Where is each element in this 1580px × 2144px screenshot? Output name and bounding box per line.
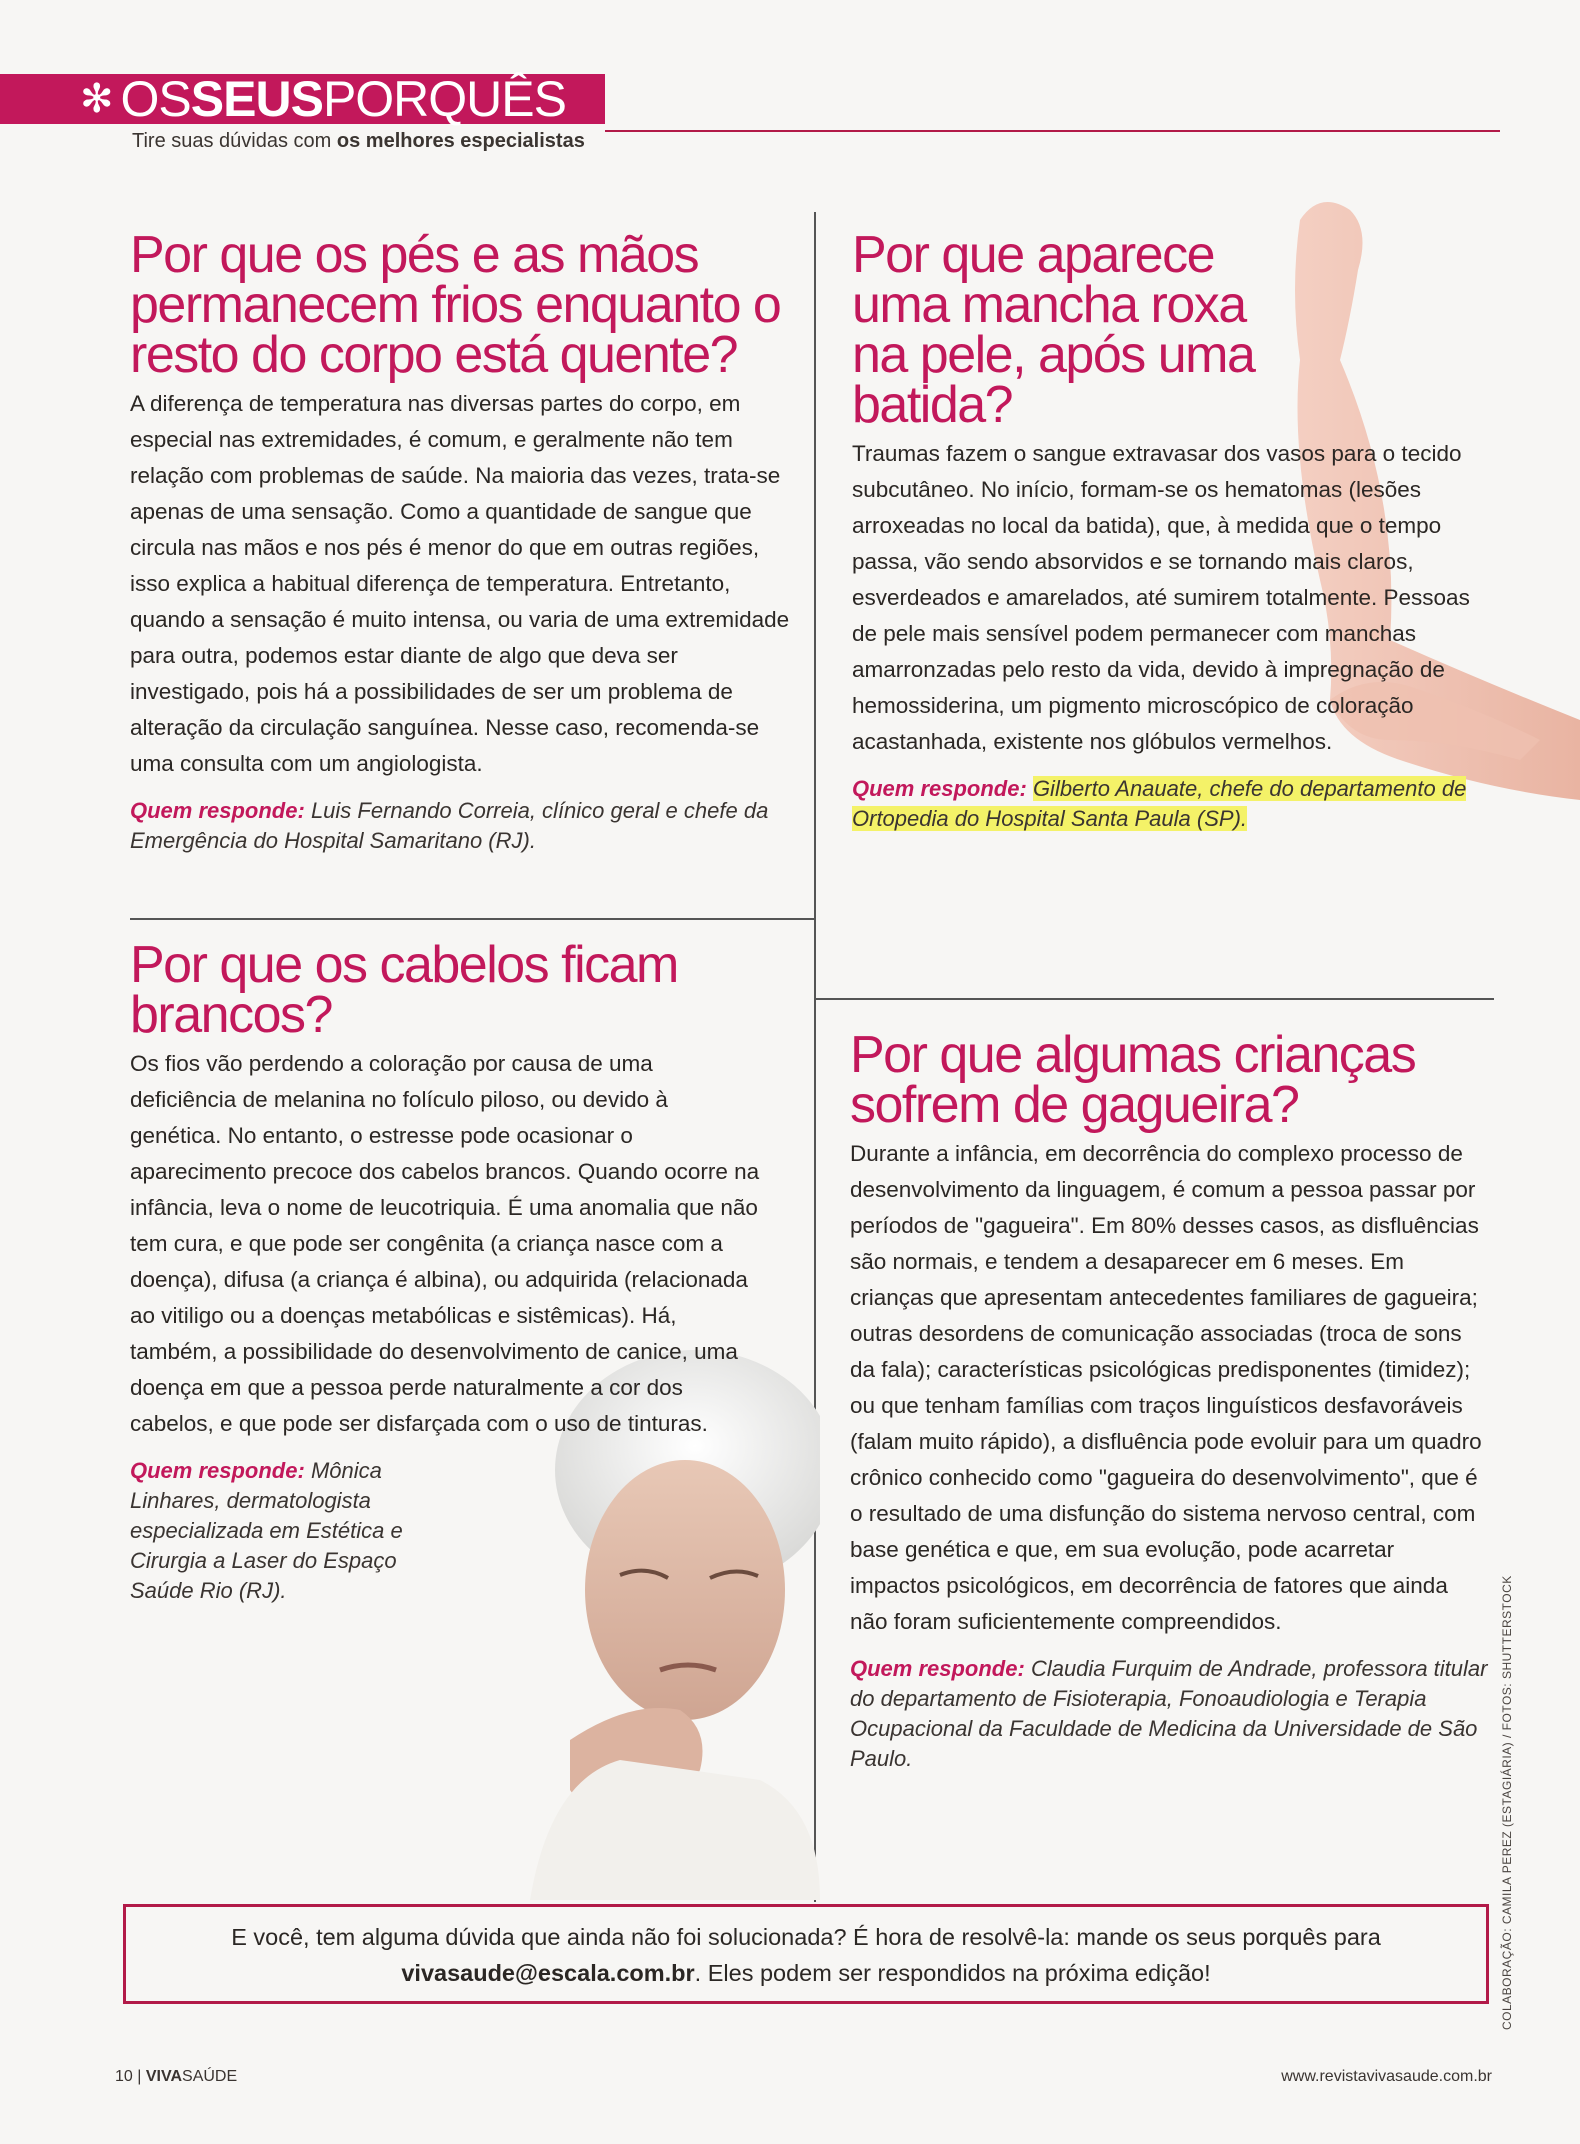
section-title	[80, 71, 566, 127]
footer-separator: |	[137, 2068, 142, 2085]
article-answer	[130, 1046, 760, 1442]
article-credit	[850, 1654, 1490, 1774]
cta-text-after: . Eles podem ser respondidos na próxima edição!	[694, 1960, 1211, 1986]
separator-left	[130, 918, 814, 920]
article-cold-extremities	[130, 226, 800, 856]
credit-text: Claudia Furquim de Andrade, professora titular do departamento de Fisioterapia, Fonoaudiologia e Terapia Ocupacional da Faculdade de Medicina da Universidade de São Paulo.	[850, 1656, 1488, 1771]
article-stuttering	[850, 1026, 1490, 1774]
section-subtitle	[132, 130, 585, 153]
section-title-pre: OS	[120, 71, 191, 127]
header-rule	[605, 130, 1500, 132]
footer-url[interactable]: www.revistavivasaude.com.br	[1281, 2068, 1492, 2085]
credit-label: Quem responde:	[130, 798, 305, 823]
article-answer: A diferença de temperatura nas diversas partes do corpo, em especial nas extremidades, é comum, e geralmente não tem relação com problemas de saúde. Na maioria das vezes, trata-se apenas de uma sensação. Como a quantidade de sangue que circula nas mãos e nos pés é menor do que em outras regiões, isso explica a habitual diferença de temperatura. Entretanto, quando a sensação é muito intensa, ou varia de uma extremidade para outra, podemos estar diante de algo que deva ser investigado, pois há a possibilidades de ser um problema de alteração da circulação sanguínea. Nesse caso, recomenda-se uma consulta com um angiologista.	[130, 391, 790, 776]
credit-text: Luis Fernando Correia, clínico geral e chefe da Emergência do Hospital Samaritano (RJ).	[130, 798, 769, 853]
article-answer-text: Os fios vão perdendo a coloração por causa de uma deficiência de melanina no folículo piloso, ou devido à genética. No entanto, o estresse pode ocasionar o aparecimento precoce dos cabelos brancos. Quando ocorre na infância, leva o nome de leucotriquia. É uma anomalia que não tem cura, e que pode ser congênita (a criança nasce com a doença), difusa (a criança é albina), ou adquirida (relacionada ao vitiligo ou a doenças metabólicas e sistêmicas). Há, também, a possibilidade do desenvolvimento de canice, uma doença em que a pessoa perde naturalmente a cor dos cabelos, e que pode ser disfarçada com o uso de tinturas.	[130, 1051, 760, 1436]
credit-text-highlighted: Gilberto Anauate, chefe do departamento de Ortopedia do Hospital Santa Paula (SP).	[852, 776, 1467, 831]
separator-right	[816, 998, 1494, 1000]
article-question: Por que os cabelos ficam brancos?	[130, 936, 678, 1044]
photo-credit-vertical: COLABORAÇÃO: CAMILA PEREZ (ESTAGIÁRIA) / FOTOS: SHUTTERSTOCK	[1500, 1575, 1514, 2030]
credit-label: Quem responde:	[130, 1458, 305, 1483]
article-question: Por que algumas crianças sofrem de gagueira?	[850, 1026, 1416, 1134]
page-number: 10	[115, 2068, 133, 2085]
article-credit	[130, 1456, 430, 1606]
article-white-hair	[130, 936, 770, 1606]
subtitle-bold: os melhores especialistas	[336, 130, 585, 152]
article-credit	[852, 774, 1492, 834]
section-title-mid: SEUS	[190, 71, 323, 127]
article-question: Por que os pés e as mãos permanecem frios enquanto o resto do corpo está quente?	[130, 226, 781, 384]
article-credit	[130, 796, 800, 856]
credit-label: Quem responde:	[852, 776, 1027, 801]
footer-page-info	[115, 2068, 237, 2086]
article-answer: Traumas fazem o sangue extravasar dos vasos para o tecido subcutâneo. No início, formam-se os hematomas (lesões arroxeadas no local da batida), que, à medida que o tempo passa, vão sendo absorvidos e se tornando mais claros, esverdeados e amarelados, até sumirem totalmente. Pessoas de pele mais sensível podem permanecer com manchas amarronzadas pelo resto da vida, devido à impregnação de hemossiderina, um pigmento microscópico de coloração acastanhada, existente nos glóbulos vermelhos.	[852, 441, 1470, 754]
credit-label: Quem responde:	[850, 1656, 1025, 1681]
article-question: Por que aparece uma mancha roxa na pele, após uma batida?	[852, 226, 1255, 434]
cta-text-before: E você, tem alguma dúvida que ainda não foi solucionada? É hora de resolvê-la: mande os seus porquês para	[231, 1924, 1381, 1950]
footer-brand-rest: SAÚDE	[182, 2068, 238, 2085]
call-to-action-box	[123, 1904, 1489, 2004]
section-title-post: PORQUÊS	[322, 71, 566, 127]
flower-icon: ✻	[80, 77, 113, 121]
article-bruise	[852, 226, 1492, 834]
article-answer: Durante a infância, em decorrência do complexo processo de desenvolvimento da linguagem, é comum a pessoa passar por períodos de "gagueira". Em 80% desses casos, as disfluências são normais, e tendem a desaparecer em 6 meses. Em crianças que apresentam antecedentes familiares de gagueira; outras desordens de comunicação associadas (troca de sons da fala); características psicológicas predisponentes (timidez); ou que tenham famílias com traços linguísticos desfavoráveis (falam muito rápido), a disfluência pode evoluir para um quadro crônico conhecido como "gagueira do desenvolvimento", que é o resultado de uma disfunção do sistema nervoso central, com base genética e que, em sua evolução, pode acarretar impactos psicológicos, em decorrência de fatores que ainda não foram suficientemente compreendidos.	[850, 1141, 1482, 1634]
cta-email-link[interactable]: vivasaude@escala.com.br	[401, 1960, 695, 1986]
credit-text: Mônica Linhares, dermatologista especializada em Estética e Cirurgia a Laser do Espaço Saúde Rio (RJ).	[130, 1458, 403, 1603]
footer-brand-bold: VIVA	[145, 2068, 183, 2085]
subtitle-plain: Tire suas dúvidas com	[132, 130, 332, 152]
